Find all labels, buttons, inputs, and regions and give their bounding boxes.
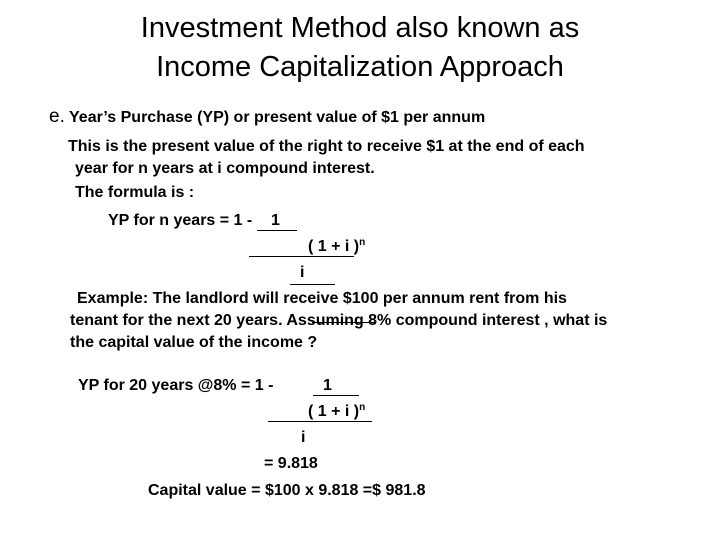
solution-exponent: n [359, 402, 366, 413]
slide-title-line-1: Investment Method also known as [140, 12, 580, 44]
solution-result: = 9.818 [264, 455, 318, 472]
example-line-2: tenant for the next 20 years. Assuming 8% compound interest , what is [70, 312, 608, 329]
solution-denominator: ( 1 + i )$^n$ [308, 402, 366, 420]
section-heading-text: Year’s Purchase (YP) or present value of $1 per annum [69, 109, 486, 126]
formula-denominator: ( 1 + i )$^n$ [308, 237, 366, 255]
slide-title-line-2: Income Capitalization Approach [156, 51, 564, 83]
solution-numerator: 1 [323, 377, 332, 394]
example-strike-line [312, 322, 374, 323]
solution-fraction-bar [268, 421, 372, 422]
section-marker: e. [49, 106, 65, 127]
solution-lhs: YP for 20 years @8% = 1 - [78, 377, 274, 394]
formula-divisor: i [300, 264, 305, 281]
formula-lhs: YP for n years = 1 - [108, 212, 253, 229]
formula-numerator-underline [257, 230, 297, 231]
solution-divisor: i [301, 429, 306, 446]
example-line-1: Example: The landlord will receive $100 per annum rent from his [77, 290, 567, 307]
formula-intro: The formula is : [75, 184, 195, 201]
solution-numerator-underline [313, 395, 359, 396]
section-heading [49, 106, 485, 129]
formula-numerator: 1 [271, 212, 280, 229]
example-line-3: the capital value of the income ? [70, 334, 318, 351]
formula-exponent: n [359, 237, 366, 248]
formula-divisor-line [290, 284, 335, 285]
formula-fraction-bar [249, 256, 354, 257]
definition-line-2: year for n years at i compound interest. [75, 160, 375, 177]
capital-value: Capital value = $100 x 9.818 =$ 981.8 [148, 482, 426, 499]
definition-line-1: This is the present value of the right to receive $1 at the end of each [68, 138, 585, 155]
